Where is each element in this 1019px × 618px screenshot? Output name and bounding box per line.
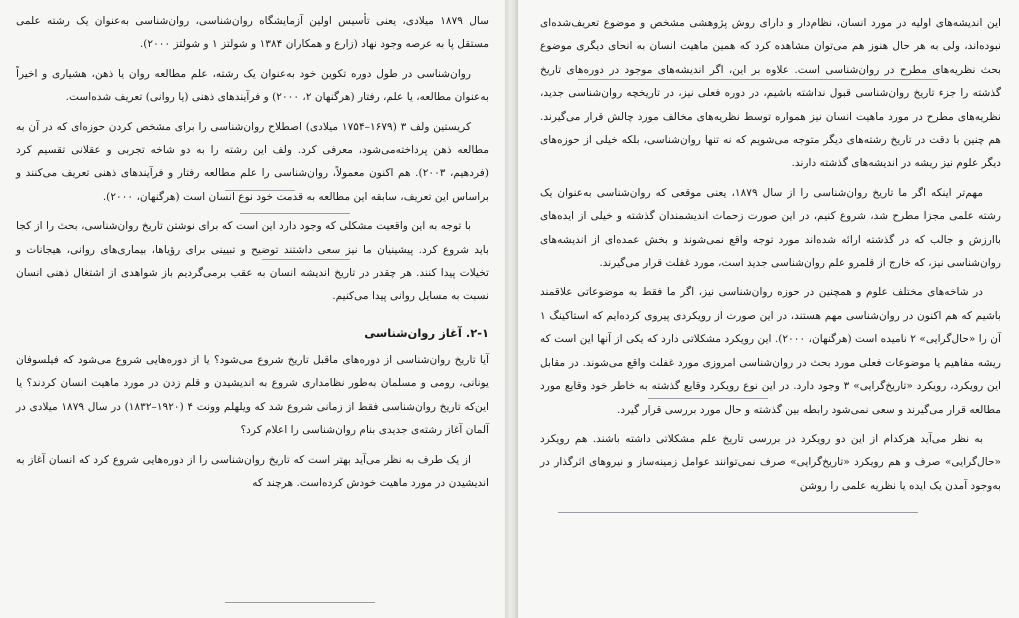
right-page — [518, 0, 1019, 618]
left-paragraph-6: از یک طرف به نظر می‌آید بهتر است که تاریخ روان‌شناسی را از دوره‌هایی شروع کرد که انسان آغاز به اندیشیدن در مورد ماهیت خودش کرده‌است. هرچند که — [16, 453, 489, 489]
pencil-underline — [225, 190, 295, 191]
book-gutter — [505, 0, 518, 618]
pencil-underline — [240, 213, 350, 214]
left-paragraph-4: با توجه به این واقعیت مشکلی که وجود دارد این است که برای نوشتن تاریخ روان‌شناسی، بحث را از کجا باید شروع کرد. پیشینیان ما نیز سعی داشتند توضیح و تبیینی برای رؤیاها، بیماری‌های روانی، هیجانات و تخیلات پیدا کنند. هر چقدر در تاریخ اندیشه انسان به عقب برمی‌گردیم باز شواهدی از اشتغال ذهنی انسان نسبت به مسایل روانی پیدا می‌کنیم. — [16, 220, 489, 303]
left-paragraph-5: آیا تاریخ روان‌شناسی از دوره‌های ماقبل تاریخ شروع می‌شود؟ یا از دوره‌هایی شروع می‌شود که فیلسوفان یونانی، رومی و مسلمان به‌طور نظامداری شروع به اندیشیدن و قلم زدن در مورد ماهیت انسان کردند؟ یا این‌که تاریخ روان‌شناسی فقط از زمانی شروع شد که ویلهلم وونت ۴ (۱۹۲۰–۱۸۳۲) در سال ۱۸۷۹ میلادی در آلمان آغاز رشته‌ی جدیدی بنام روان‌شناسی را اعلام کرد؟ — [16, 353, 489, 437]
right-paragraph-3: در شاخه‌های مختلف علوم و همچنین در حوزه روان‌شناسی نیز، اگر ما فقط به موضوعاتی علاقمند باشیم که هم اکنون در روان‌شناسی مهم هستند، در این صورت از رویکردی پیروی کرده‌ایم که استاکینگ ۱ آن را «حال‌گرایی» ۲ نامیده است (هرگنهان، ۲۰۰۰). این رویکرد مشکلاتی دارد که یکی از آنها این است که ریشه مفاهیم یا موضوعات فعلی مورد بحث در روان‌شناسی امروزی مورد غفلت واقع می‌شوند. در مقابل این رویکرد، رویکرد «تاریخ‌گرایی» ۳ وجود دارد. در این نوع رویکرد وقایع گذشته به خاطر خود وقایع مورد مطالعه قرار می‌گیرند و سعی نمی‌شود رابطه بین گذشته و حال مورد بررسی قرار گیرد. — [540, 286, 1001, 416]
pencil-underline — [225, 602, 375, 603]
left-paragraph-3: کریستین ولف ۳ (۱۶۷۹–۱۷۵۴ میلادی) اصطلاح روان‌شناسی را برای مشخص کردن حوزه‌ای که در آن به مطالعه ذهن پرداخته‌می‌شود، معرفی کرد. ولف این رشته را به دو شاخه تجربی و عقلانی تقسیم کرد (فردهیم، ۲۰۰۳). هم اکنون معمولاً، روان‌شناسی را علم مطالعه رفتار و فرآیندهای ذهنی تعریف می‌کنند و براساس این تعریف، سابقه این مطالعه به قدمت خود نوع انسان است (هرگنهان، ۲۰۰۰). — [16, 120, 489, 203]
right-paragraph-2: مهم‌تر اینکه اگر ما تاریخ روان‌شناسی را از سال ۱۸۷۹، یعنی موقعی که روان‌شناسی به‌عنوان یک رشته علمی مجزا مطرح شد، شروع کنیم، در این صورت زحمات اندیشمندان گذشته و خیلی از ایده‌های باارزش و جالب که در گذشته ارائه شده‌اند مورد توجه واقع نمی‌شوند و بخش عمده‌ای از اندیشه‌های روان‌شناسی نیز، که خارج از قلمرو علم روان‌شناسی جدید است، مورد غفلت قرار می‌گیرند. — [540, 186, 1001, 270]
left-paragraph-1: سال ۱۸۷۹ میلادی، یعنی تأسیس اولین آزمایشگاه روان‌شناسی، روان‌شناسی به‌عنوان یک رشته علمی مستقل پا به عرصه وجود نهاد (زارع و همکاران ۱۳۸۴ و شولتز ۱ و شولتز ۲۰۰۰). — [16, 15, 489, 51]
right-paragraph-4: به نظر می‌آید هرکدام از این دو رویکرد در بررسی تاریخ علم مشکلاتی داشته باشند. هم رویکرد «حال‌گرایی» صرف و هم رویکرد «تاریخ‌گرایی» صرف نمی‌توانند عوامل زمینه‌ساز و نیروهای اثرگذار در به‌وجود آمدن یک ایده یا نظریه علمی را روشن — [540, 432, 1001, 492]
pencil-underline — [648, 398, 768, 399]
pencil-underline — [262, 259, 350, 260]
pencil-underline — [578, 79, 938, 80]
section-heading: ۲-۱. آغاز روان‌شناسی — [364, 325, 489, 340]
left-page — [0, 0, 505, 618]
left-paragraph-2: روان‌شناسی در طول دوره تکوین خود به‌عنوان یک رشته، علم مطالعه روان یا ذهن، هشیاری و اخیراً به‌عنوان مطالعه، یا علم، رفتار (هرگنهان ۲، ۲۰۰۰) و فرآیندهای ذهنی (یا روانی) تعریف شده‌است. — [16, 67, 489, 104]
right-paragraph-1: این اندیشه‌های اولیه در مورد انسان، نظام‌دار و دارای روش پژوهشی مشخص و موضوع تعریف‌شده‌ای نبوده‌اند، ولی به هر حال هنوز هم می‌توان مشاهده کرد که همین ماهیت انسان به انحای دیگری موضوع بحث نظریه‌های مطرح در روان‌شناسی است. علاوه بر این، اگر اندیشه‌های موجود در دوره‌های تاریخ گذشته را جزء تاریخ روان‌شناسی قبول نداشته باشیم، در دوره فعلی نیز، در تاریخچه روان‌شناسی جدید، نظریه‌های مطرح در مورد ماهیت انسان نیز همواره توسط نظریه‌های مخالف مورد چالش قرار می‌گیرند. هم چنین با دقت در تاریخ رشته‌های دیگر متوجه می‌شویم که نه تنها روان‌شناسی، بلکه خیلی از حوزه‌های دیگر علوم نیز ریشه در اندیشه‌های گذشته دارند. — [540, 17, 1001, 170]
pencil-underline — [558, 512, 918, 513]
